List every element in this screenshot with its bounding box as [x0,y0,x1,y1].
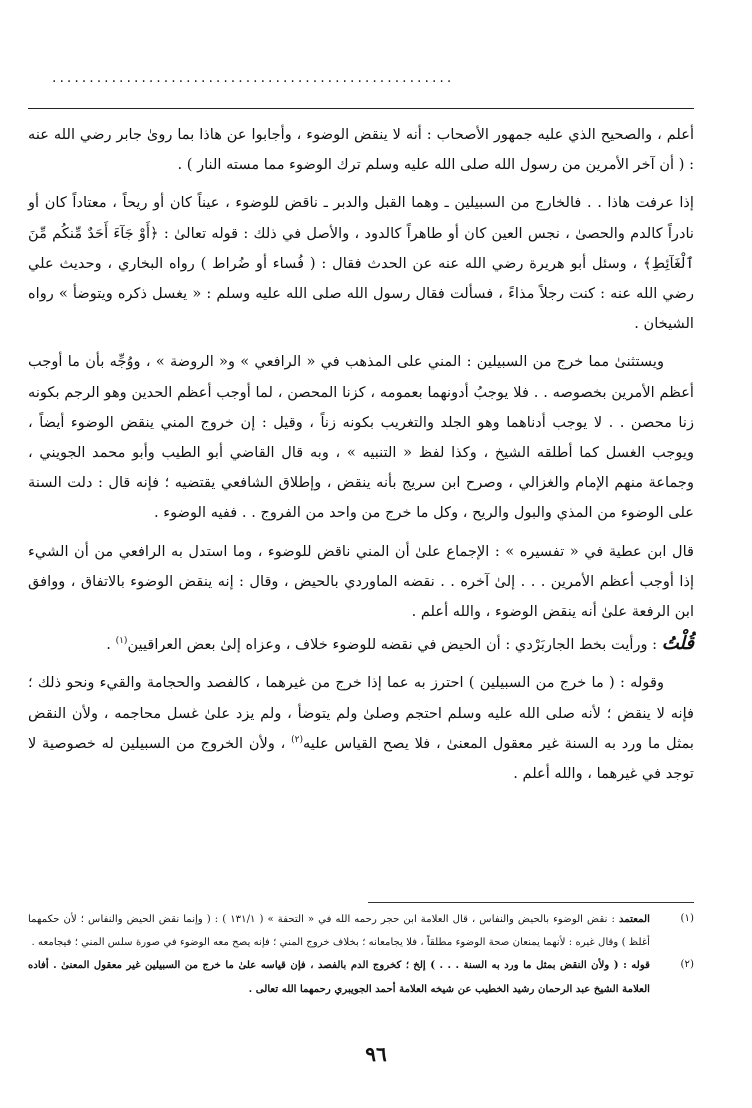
footnote-ref[interactable]: (٢) [291,735,303,745]
paragraph-end: . [106,636,111,654]
paragraph: إذا عرفت هاذا . . فالخارج من السبيلين ـ وهما القبل والدبر ـ ناقض للوضوء ، عيناً كان أو ريحاً ، معتاداً كان أو نادراً كالدم والحصىٰ ، نجس العين كان أو طاهراً كالدود ، والأصل في ذلك : قوله تعالىٰ : ﴿أَوْ جَآءَ أَحَدٌ مِّنكُم مِّنَ ٱلْغَآئِطِ﴾ ، وسئل أبو هريرة رضي الله عنه عن الحدث فقال : ( فُساء أو ضُراط ) رواه البخاري ، وحديث علي رضي الله عنه : كنت رجلاً مذاءً ، فسألت فقال رسول الله صلى الله عليه وسلم : « يغسل ذكره ويتوضأ » رواه الشيخان . [28,194,694,333]
footnote-number: (١) [680,913,694,924]
footnote-ref[interactable]: (١) [115,636,128,647]
page-number: ٩٦ [365,1042,387,1066]
header-rule [28,108,694,109]
paragraph [28,629,694,660]
footnote-text: : نقض الوضوء بالحيض والنفاس ، قال العلامة ابن حجر رحمه الله في « التحفة » ( ١٣١/١ ) : ( وإنما نقض الحيض والنفاس ؛ لأن حكمهما أغلظ ) وقال غيره : لأنهما يمنعان صحة الوضوء مطلقاً ، فلا يجامعانه ؛ بخلاف خروج المني ؛ فإنه يصح معه الوضوء في صورة سلس المني ؛ فيجامعه . [28,914,650,948]
footnote-text: ؛ كخروج الدم بالفصد ، فإن قياسه علىٰ ما خرج من السبيلين غير معقول المعنىٰ . أفاده العلامة الشيخ عبد الرحمان رشيد الخطيب عن شيخه العلامة أحمد الجويبري رحمهما الله تعالى . [28,959,650,995]
footnote [28,954,694,1001]
footnote-label: قوله : ( ولأن النقض بمثل ما ورد به السنة . . . ) إلخ [413,959,650,971]
paragraph: ويستثنىٰ مما خرج من السبيلين : المني على المذهب في « الرافعي » و« الروضة » ، ووُجِّه بأن ما أوجب أعظم الأمرين بخصوصه . . فلا يوجبُ أدونهما بعمومه ، كزنا المحصن ، لما أوجب أعظم الحدين وهو الرجم بكونه زنا محصن . . لا يوجب أدناهما وهو الجلد والتغريب بكونه زناً ، وقيل : إن خروج المني ينقض الوضوء أيضاً ، ويوجب الغسل كما أطلقه الشيخ ، وكذا لفظ « التنبيه » ، وبه قال القاضي أبو الطيب وأبو محمد الجويني ، وجماعة منهم الإمام والغزالي ، وصرح ابن سريج بأنه ينقض ، وإطلاق الشافعي يقتضيه ؛ فإنه قال : دلت السنة على الوضوء من المذي والبول والريح ، وكل ما خرج من واحد من الفروج . . ففيه الوضوء . [28,353,694,522]
paragraph: قال ابن عطية في « تفسيره » : الإجماع علىٰ أن المني ناقض للوضوء ، وما استدل به الرافعي من أن الشيء إذا أوجب أعظم الأمرين . . . إلىٰ آخره . . نقضه الماوردي بالحيض ، وقال : إنه ينقض الوضوء بالاتفاق ، ووافق ابن الرفعة علىٰ أنه ينقض الوضوء ، والله أعلم . [28,542,694,621]
footnote-number: (٢) [680,959,694,970]
paragraph-text: ، ولأن الخروج من السبيلين له خصوصية لا توجد في غيرهما ، والله أعلم . [28,734,694,783]
paragraph-text: وقوله : ( ما خرج من السبيلين ) احترز به عما إذا خرج من غيرهما ، كالفصد والحجامة والقيء ونحو ذلك ؛ فإنه لا ينقض ؛ لأنه صلى الله عليه وسلم احتجم وصلىٰ ولم يتوضأ ، ولم يزد علىٰ غسل محاجمه ، ولأن النقض بمثل ما ورد به السنة غير معقول المعنىٰ ، فلا يصح القياس عليه [28,674,694,752]
footnote [28,908,694,954]
paragraph: أعلم ، والصحيح الذي عليه جمهور الأصحاب : أنه لا ينقض الوضوء ، وأجابوا عن هاذا بما روىٰ جابر رضي الله عنه : ( أن آخر الأمرين من رسول الله صلى الله عليه وسلم ترك الوضوء مما مسته النار ) . [28,126,694,174]
footnotes [28,908,694,1001]
footnote-rule [368,902,694,903]
qultu-label: قُلْتُ [661,633,694,655]
paragraph [28,668,694,789]
footnote-label: المعتمد [618,913,650,925]
main-text [28,120,694,791]
paragraph-text: : ورأيت بخط الجاربَرْدي : أن الحيض في نقضه للوضوء خلاف ، وعزاه إلىٰ بعض العراقيين [127,636,658,654]
header-dotted-line: ...................................................... [52,70,455,86]
